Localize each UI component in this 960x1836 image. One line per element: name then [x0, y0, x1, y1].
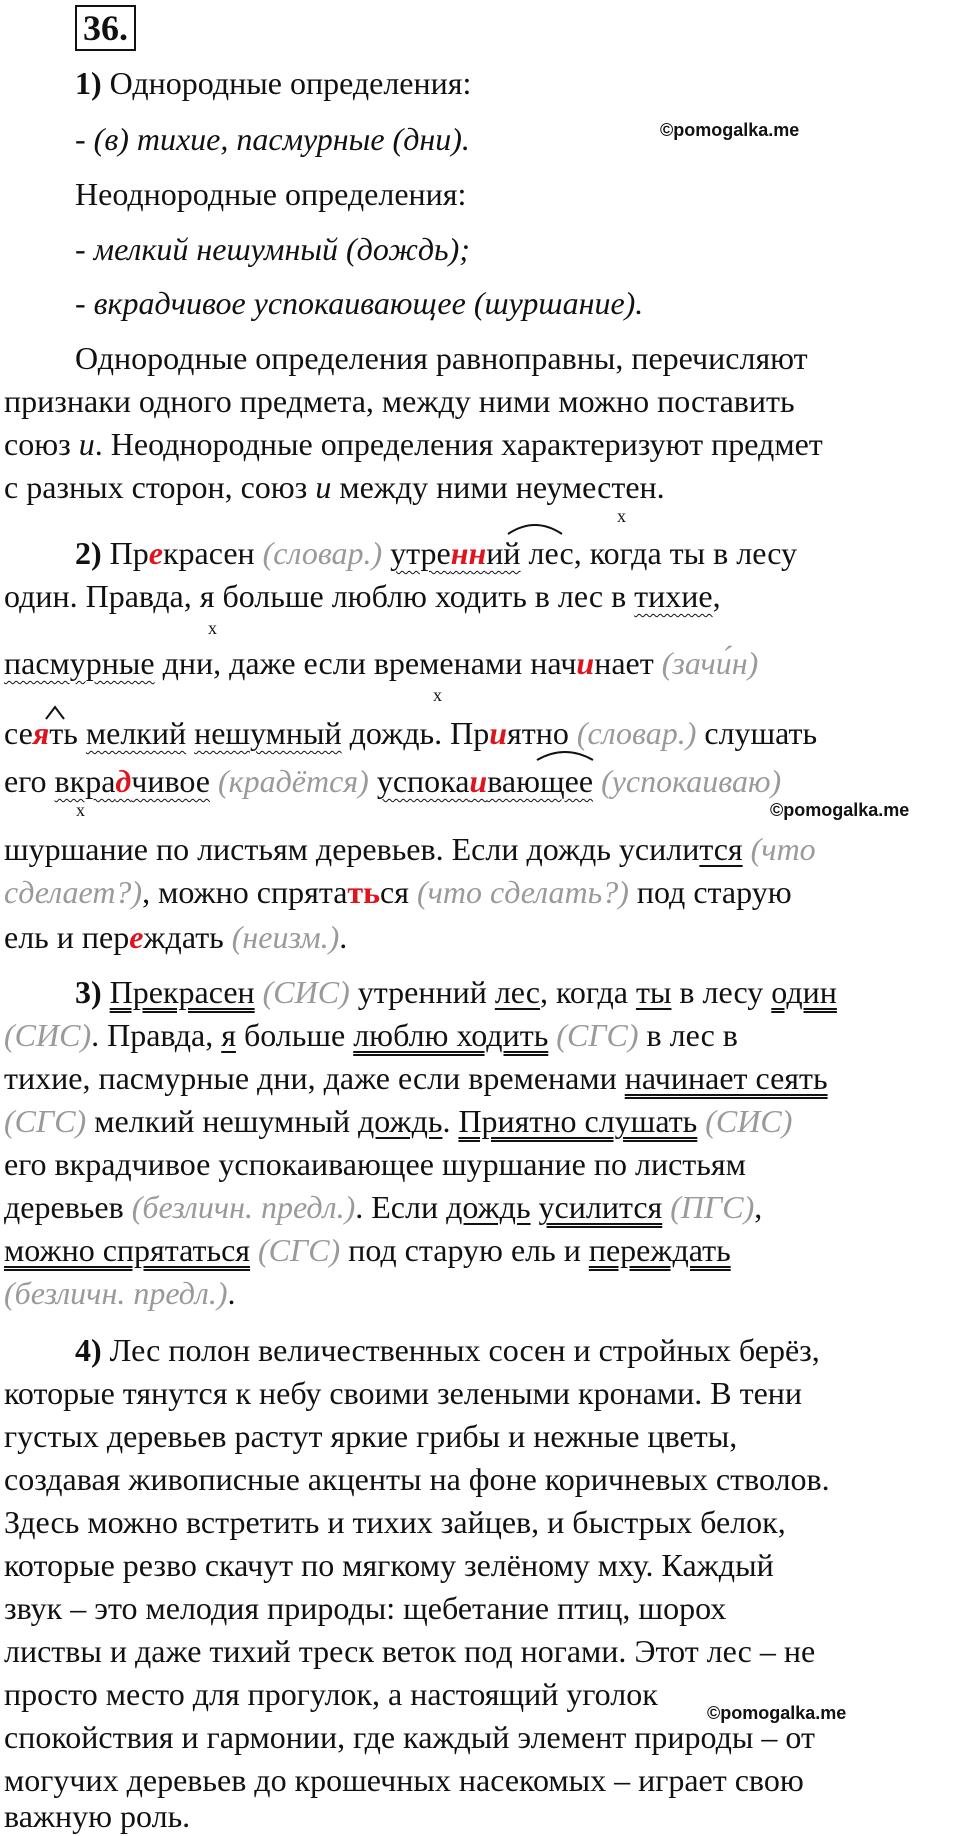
text-span: успока [376, 763, 470, 799]
part4-line: густых деревьев растут яркие грибы и нежные цветы, [4, 1418, 738, 1454]
part3-line: его вкрадчивое успокаивающее шуршание по листьям [4, 1146, 746, 1182]
orthogram-letter: и [489, 715, 507, 751]
part2-line [4, 643, 758, 683]
part2-line [4, 872, 792, 912]
heterogeneous-item: - вкрадчивое успокаивающее (шуршание). [75, 285, 644, 321]
orthogram-letter: нн [450, 535, 487, 571]
explanation-line: признаки одного предмета, между ними можно поставить [4, 383, 795, 419]
text-span: вающее [487, 763, 594, 799]
text-span [382, 535, 390, 571]
orthogram-letter: д [115, 763, 132, 799]
part4-line: звук – это мелодия природы: щебетание птиц, шорох [4, 1590, 727, 1626]
part3-line [4, 1015, 738, 1055]
text-span: утре [390, 535, 451, 571]
subject: дождь [357, 1103, 443, 1139]
text-span: ятно [507, 715, 577, 751]
wavy-definition [55, 763, 210, 799]
note: (успокаиваю) [601, 763, 782, 799]
note: (безличн. предл.) [131, 1189, 356, 1225]
task-number-box [75, 5, 136, 51]
orthogram-letter: е [148, 535, 163, 571]
part4-line: важную роль. [4, 1798, 191, 1834]
text-span: Лес полон величественных сосен и стройных берёз, [101, 1332, 820, 1368]
subject: дождь [446, 1189, 531, 1225]
text-span: . [339, 919, 348, 955]
text-span: дождь. Пр [341, 715, 490, 751]
conjunction: и [78, 426, 95, 462]
text-span [186, 715, 194, 751]
text-span: под старую [628, 874, 792, 910]
part3-line [4, 1187, 762, 1227]
predicate: переждать [588, 1232, 731, 1268]
part2-line [75, 533, 797, 573]
explanation-line [4, 467, 665, 507]
predicate: Прекрасен [109, 974, 255, 1010]
text-span [531, 1189, 539, 1225]
predicate: можно спрятаться [4, 1232, 250, 1268]
part4-line: Здесь можно встретить и тихих зайцев, и быстрых белок, [4, 1504, 786, 1540]
wavy-definition [377, 763, 593, 799]
text-span: мелкий нешумный [86, 1103, 358, 1139]
text-span: его [4, 763, 55, 799]
text-span: один. Правда, я больше люблю ходить в лес в [4, 578, 635, 614]
watermark: ©pomogalka.me [660, 120, 800, 140]
orthogram-letter: я [32, 715, 50, 751]
text-span: Пр [109, 535, 149, 571]
heterogeneous-title: Неоднородные определения: [75, 176, 467, 212]
note: (СГС) [257, 1232, 341, 1268]
note: (словар.) [576, 715, 697, 751]
wavy-definition: тихие [634, 578, 713, 614]
note: сделает?) [4, 874, 143, 910]
note: (ПГС) [670, 1189, 755, 1225]
text-span: в лесу [671, 974, 772, 1010]
orthogram-letter: и [469, 763, 488, 799]
note: (что сделать?) [416, 874, 629, 910]
explanation-line [4, 424, 823, 464]
part4-line: листвы и даже тихий треск веток под ногами. Этот лес – не [4, 1633, 816, 1669]
text-span [250, 1232, 258, 1268]
note: (крадётся) [217, 763, 369, 799]
text-span: , [754, 1189, 763, 1225]
orthogram-letter: и [576, 645, 595, 681]
text-span: . Неоднородные определения характеризуют предмет [94, 426, 823, 462]
text-span: . [227, 1275, 236, 1311]
homogeneous-item: - (в) тихие, пасмурные (дни). [75, 121, 470, 157]
note: (СГС) [556, 1017, 639, 1053]
part4-line: спокойствия и гармонии, где каждый элемент природы – от [4, 1719, 815, 1755]
watermark: ©pomogalka.me [770, 800, 910, 820]
part4-line: которые тянутся к небу своими зелеными кронами. В тени [4, 1375, 803, 1411]
part1-homogeneous-title-line [75, 63, 471, 103]
part4-line: просто место для прогулок, а настоящий уголок [4, 1676, 658, 1712]
text-span [255, 974, 263, 1010]
cross-mark: x [208, 618, 217, 638]
part3-line [75, 972, 837, 1012]
text-span: , когда [540, 974, 636, 1010]
text-span: дни, даже если временами нач [154, 645, 577, 681]
part2-line [4, 829, 816, 869]
cross-mark: x [76, 800, 85, 820]
note: (СГС) [4, 1103, 87, 1139]
text-span: , [712, 578, 721, 614]
text-span: ждать [143, 919, 232, 955]
text-span: ть [49, 715, 86, 751]
subject: я [221, 1017, 236, 1053]
part4-number: 4) [75, 1332, 102, 1368]
text-span [743, 831, 751, 867]
text-span: . [442, 1103, 459, 1139]
text-span [369, 763, 377, 799]
text-span [593, 763, 601, 799]
conjunction: и [315, 469, 332, 505]
part3-number: 3) [75, 974, 102, 1010]
text-span: . Правда, [91, 1017, 222, 1053]
watermark: ©pomogalka.me [707, 1703, 847, 1723]
part1-number: 1) [75, 65, 102, 101]
part3-line [4, 1101, 792, 1141]
text-span: . Если [355, 1189, 447, 1225]
predicate: начинает сеять [624, 1060, 828, 1096]
text-span: слушать [696, 715, 818, 751]
subject: лес [494, 974, 540, 1010]
note: (СИС) [262, 974, 350, 1010]
part4-line: создавая живописные акценты на фоне коричневых стволов. [4, 1461, 830, 1497]
wavy-definition: нешумный [194, 715, 342, 751]
part2-line [4, 713, 817, 753]
orthogram-letter: е [129, 919, 144, 955]
predicate: один [771, 974, 837, 1010]
text-span: нает [594, 645, 662, 681]
homogeneous-title: Однородные определения: [109, 65, 472, 101]
note: (что [750, 831, 816, 867]
text-span: деревьев [4, 1189, 132, 1225]
part4-line: могучих деревьев до крошечных насекомых – играет свою [4, 1762, 804, 1798]
text-span: чивое [131, 763, 210, 799]
part2-line [4, 576, 721, 616]
wavy-definition: мелкий [85, 715, 187, 751]
note: (словар.) [262, 535, 383, 571]
note: (СИС) [4, 1017, 92, 1053]
text-span: союз [4, 426, 79, 462]
note: (неизм.) [231, 919, 340, 955]
orthogram-letter: ть [347, 874, 381, 910]
note: (безличн. предл.) [4, 1275, 228, 1311]
part3-line [4, 1273, 236, 1313]
text-span: красен [162, 535, 263, 571]
text-span: утренний [349, 974, 495, 1010]
part4-line [75, 1330, 820, 1370]
text-span: ель и пер [4, 919, 130, 955]
cross-mark: x [433, 685, 442, 705]
predicate: Приятно слушать [458, 1103, 698, 1139]
part2-line [4, 761, 781, 801]
task-number: 36. [83, 8, 128, 48]
wavy-definition: пасмурные [4, 645, 155, 681]
text-span: в лес в [638, 1017, 738, 1053]
part4-line: которые резво скачут по мягкому зелёному мху. Каждый [4, 1547, 774, 1583]
text-span: вкра [54, 763, 116, 799]
part3-line [4, 1058, 828, 1098]
text-span [210, 763, 218, 799]
predicate: усилится [538, 1189, 663, 1225]
cross-mark: x [617, 506, 626, 526]
wavy-definition [390, 535, 520, 571]
note: (зачи́н) [661, 645, 759, 681]
subject: ты [635, 974, 672, 1010]
text-span: с разных сторон, союз [4, 469, 316, 505]
text-span: ий [486, 535, 521, 571]
text-span: под старую ель и [340, 1232, 589, 1268]
text-span: , можно спрята [142, 874, 348, 910]
text-span: между ними неуместен. [331, 469, 665, 505]
text-span: ся [380, 874, 417, 910]
predicate: люблю ходить [353, 1017, 549, 1053]
text-span: тихие, пасмурные дни, даже если временами [4, 1060, 625, 1096]
text-span: се [4, 715, 33, 751]
part2-number: 2) [75, 535, 102, 571]
text-span: больше [235, 1017, 354, 1053]
underlined-ending: тся [699, 831, 743, 867]
heterogeneous-item: - мелкий нешумный (дождь); [75, 231, 470, 267]
note: (СИС) [705, 1103, 793, 1139]
part2-line [4, 917, 347, 957]
text-span: лес, когда ты в лесу [520, 535, 797, 571]
text-span: шуршание по листьям деревьев. Если дождь усили [4, 831, 700, 867]
explanation-line: Однородные определения равноправны, перечисляют [75, 340, 808, 376]
part3-line [4, 1230, 731, 1270]
root-arc-icon [535, 748, 595, 762]
